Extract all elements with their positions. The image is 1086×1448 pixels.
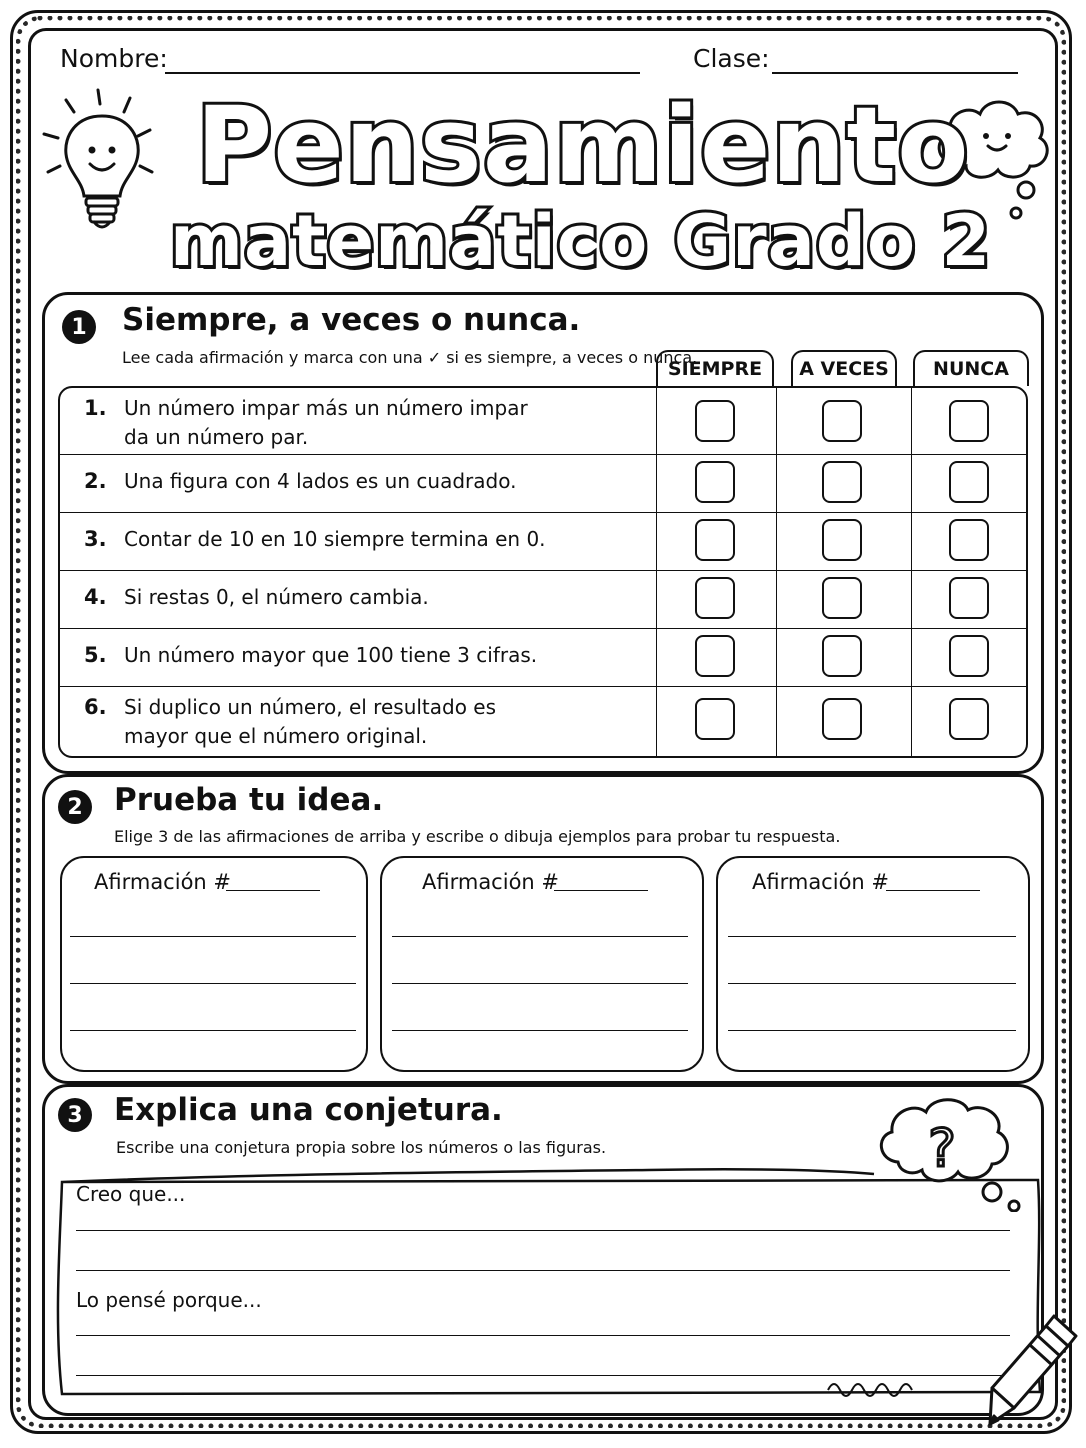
card-1-number-field[interactable] — [226, 890, 320, 891]
class-label: Clase: — [693, 44, 770, 73]
reason-write-line[interactable] — [76, 1375, 1010, 1376]
checkbox-row2-nunca[interactable] — [949, 461, 989, 503]
row-divider — [60, 570, 1026, 571]
title-line-2: matemático Grado 2 — [170, 200, 992, 282]
pencil-icon — [984, 1310, 1084, 1434]
statement-number: 5. — [84, 643, 107, 667]
checkbox-row5-siempre[interactable] — [695, 635, 735, 677]
card-3-write-line[interactable] — [728, 1030, 1016, 1031]
section-3-instruction: Escribe una conjetura propia sobre los números o las figuras. — [116, 1138, 607, 1157]
checkbox-row4-siempre[interactable] — [695, 577, 735, 619]
column-divider — [911, 388, 912, 756]
question-mark: ? — [928, 1119, 956, 1179]
checkbox-row3-siempre[interactable] — [695, 519, 735, 561]
section-1-number: 1 — [62, 310, 96, 344]
section-2-number: 2 — [58, 790, 92, 824]
column-divider — [776, 388, 777, 756]
card-1-write-line[interactable] — [70, 936, 356, 937]
checkbox-row6-a-veces[interactable] — [822, 698, 862, 740]
conjecture-write-line[interactable] — [76, 1270, 1010, 1271]
card-2-write-line[interactable] — [392, 983, 688, 984]
row-divider — [60, 686, 1026, 687]
column-divider — [656, 388, 657, 756]
card-3-label: Afirmación # — [752, 870, 889, 894]
section-1-title: Siempre, a veces o nunca. — [122, 302, 581, 338]
section-3-number: 3 — [58, 1098, 92, 1132]
statement-number: 6. — [84, 695, 107, 719]
card-1-write-line[interactable] — [70, 983, 356, 984]
checkbox-row4-a-veces[interactable] — [822, 577, 862, 619]
statement-number: 4. — [84, 585, 107, 609]
question-cloud-icon — [868, 1092, 1036, 1212]
reason-write-line[interactable] — [76, 1335, 1010, 1336]
card-2-label: Afirmación # — [422, 870, 559, 894]
statement-text: Si restas 0, el número cambia. — [124, 585, 429, 609]
name-label: Nombre: — [60, 44, 168, 73]
checkbox-row5-nunca[interactable] — [949, 635, 989, 677]
row-divider — [60, 454, 1026, 455]
column-header-a-veces: A VECES — [791, 350, 897, 386]
checkbox-row2-a-veces[interactable] — [822, 461, 862, 503]
checkbox-row3-nunca[interactable] — [949, 519, 989, 561]
checkbox-row2-siempre[interactable] — [695, 461, 735, 503]
row-divider — [60, 512, 1026, 513]
card-2-write-line[interactable] — [392, 1030, 688, 1031]
lightbulb-icon — [38, 86, 168, 246]
card-2-write-line[interactable] — [392, 936, 688, 937]
checkbox-row1-siempre[interactable] — [695, 400, 735, 442]
checkbox-row5-a-veces[interactable] — [822, 635, 862, 677]
title-line-1: Pensamiento — [196, 84, 970, 206]
checkbox-row4-nunca[interactable] — [949, 577, 989, 619]
statement-text: Contar de 10 en 10 siempre termina en 0. — [124, 527, 546, 551]
section-1-instruction: Lee cada afirmación y marca con una ✓ si es siempre, a veces o nunca. — [122, 348, 698, 367]
card-3-write-line[interactable] — [728, 936, 1016, 937]
statement-text: Una figura con 4 lados es un cuadrado. — [124, 469, 517, 493]
section-2-title: Prueba tu idea. — [114, 782, 384, 818]
class-field[interactable] — [772, 72, 1018, 74]
statement-text: Un número impar más un número impar da un número par. — [124, 396, 528, 449]
checkbox-row3-a-veces[interactable] — [822, 519, 862, 561]
card-3-number-field[interactable] — [886, 890, 980, 891]
prompt-lo-pense-porque: Lo pensé porque... — [76, 1288, 262, 1312]
prompt-creo-que: Creo que... — [76, 1182, 186, 1206]
card-1-label: Afirmación # — [94, 870, 231, 894]
section-2-instruction: Elige 3 de las afirmaciones de arriba y escribe o dibuja ejemplos para probar tu respuesta. — [114, 827, 841, 846]
statement-number: 2. — [84, 469, 107, 493]
statement-text: Si duplico un número, el resultado es mayor que el número original. — [124, 695, 497, 748]
statement-text: Un número mayor que 100 tiene 3 cifras. — [124, 643, 538, 667]
column-header-siempre: SIEMPRE — [656, 350, 774, 386]
column-header-nunca: NUNCA — [913, 350, 1029, 386]
card-2-number-field[interactable] — [554, 890, 648, 891]
checkbox-row1-nunca[interactable] — [949, 400, 989, 442]
checkbox-row6-nunca[interactable] — [949, 698, 989, 740]
statement-number: 1. — [84, 396, 107, 420]
checkbox-row6-siempre[interactable] — [695, 698, 735, 740]
checkbox-row1-a-veces[interactable] — [822, 400, 862, 442]
name-field[interactable] — [165, 72, 640, 74]
conjecture-write-line[interactable] — [76, 1230, 1010, 1231]
section-3-title: Explica una conjetura. — [114, 1092, 503, 1128]
card-1-write-line[interactable] — [70, 1030, 356, 1031]
row-divider — [60, 628, 1026, 629]
card-3-write-line[interactable] — [728, 983, 1016, 984]
statement-number: 3. — [84, 527, 107, 551]
